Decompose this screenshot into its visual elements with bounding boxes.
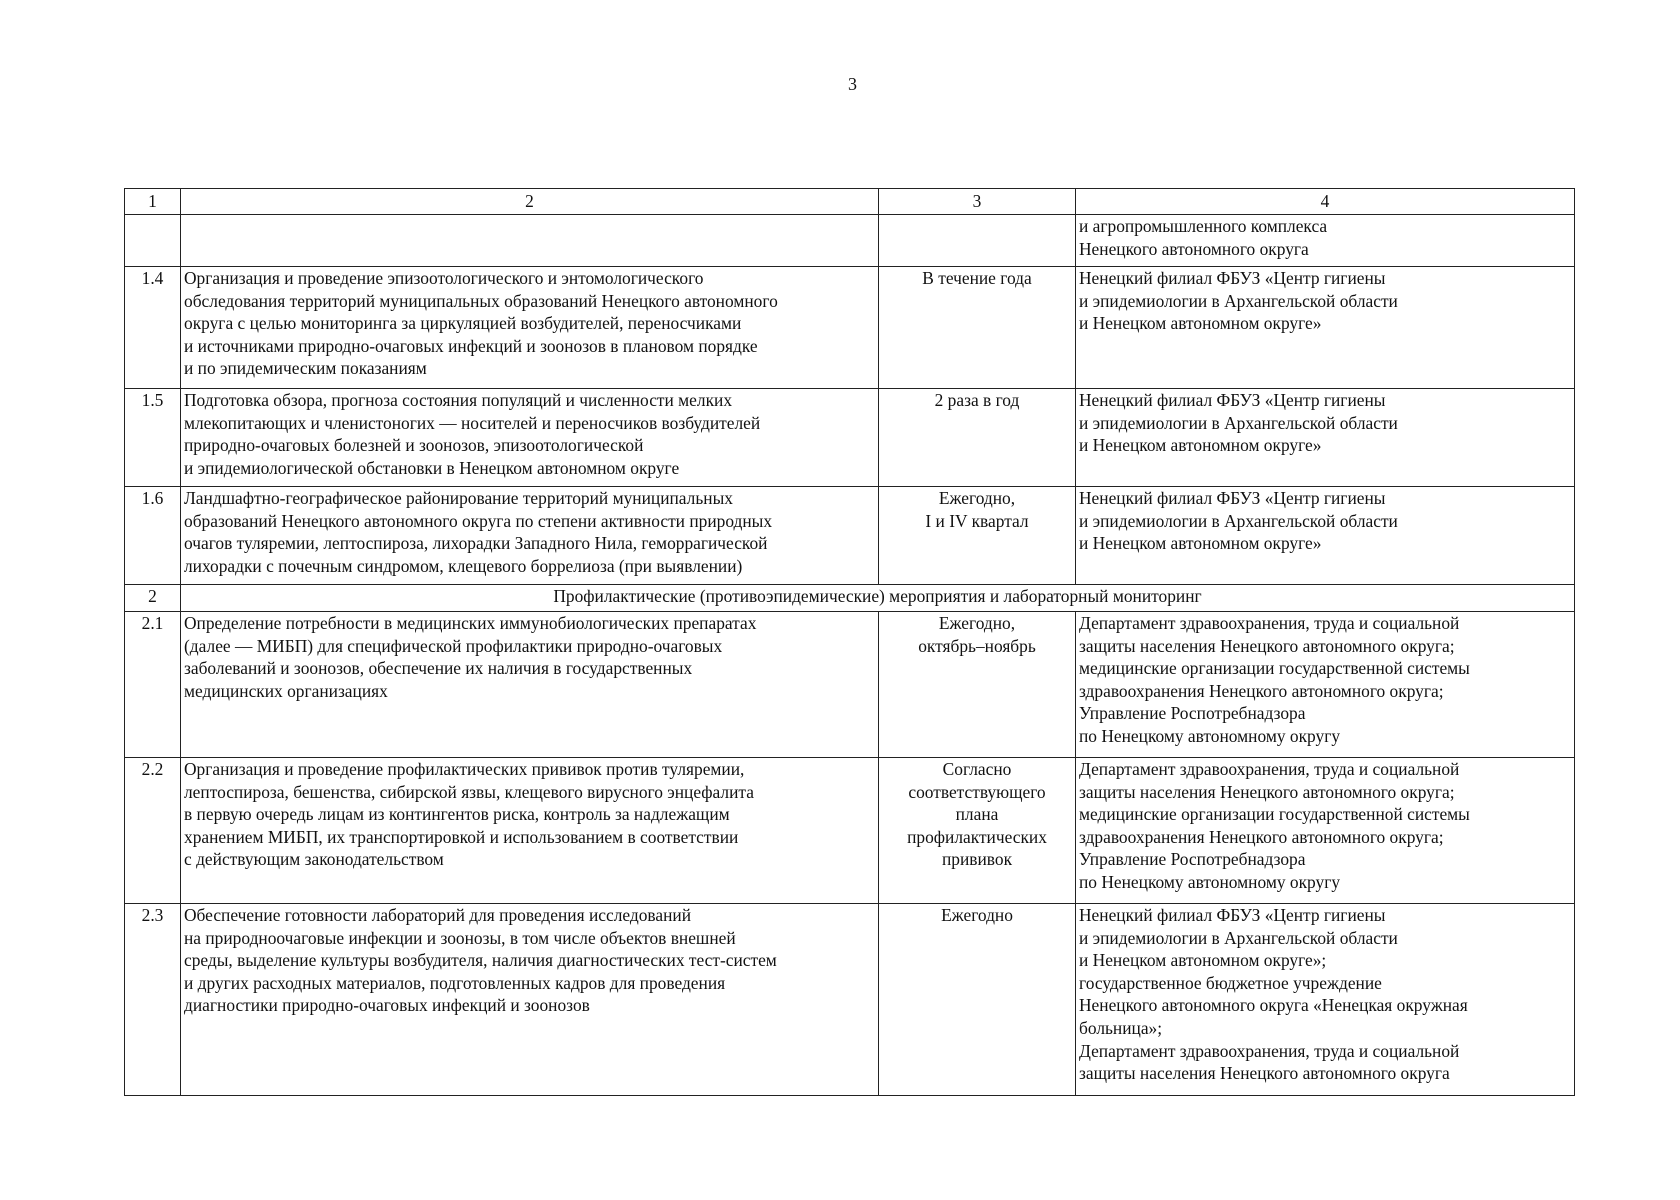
responsible-line: Ненецкий филиал ФБУЗ «Центр гигиены [1079,268,1386,288]
description-line: природно-очаговых болезней и зоонозов, эпизоотологической [184,435,644,456]
responsible-line: медицинские организации государственной системы [1079,804,1470,825]
term-cell [879,904,1076,1096]
description-line: и источниками природно-очаговых инфекций и зоонозов в плановом порядке [184,335,758,356]
description-line: диагностики природно-очаговых инфекций и зоонозов [184,995,590,1016]
term-line: Ежегодно, [938,613,1016,633]
responsible-line: здравоохранения Ненецкого автономного округа; [1079,680,1444,701]
responsible-line: защиты населения Ненецкого автономного округа [1079,1063,1450,1084]
measures-table [124,188,1575,1096]
column-number: 3 [879,189,1076,215]
description-line: Определение потребности в медицинских иммунобиологических препаратах [184,613,757,633]
description-line: образований Ненецкого автономного округа по степени активности природных [184,510,773,531]
description-line: среды, выделение культуры возбудителя, наличия диагностических тест-систем [184,950,777,971]
responsible-line: и Ненецком автономном округе» [1079,435,1322,456]
term-line: плана [955,804,999,825]
responsible-line: и эпидемиологии в Архангельской области [1079,290,1398,311]
responsible-line: защиты населения Ненецкого автономного округа; [1079,635,1455,656]
description-cell [181,215,879,267]
responsible-line: защиты населения Ненецкого автономного округа; [1079,781,1455,802]
table-row [125,487,1575,585]
description-line: Организация и проведение эпизоотологического и энтомологического [184,268,704,288]
responsible-cell [1076,487,1575,585]
description-cell [181,758,879,904]
responsible-cell [1076,612,1575,758]
description-cell [181,612,879,758]
row-number-cell [125,215,181,267]
description-line: лихорадки с почечным синдромом, клещевого боррелиоза (при выявлении) [184,555,743,576]
responsible-cell [1076,758,1575,904]
section-title: Профилактические (противоэпидемические) мероприятия и лабораторный мониторинг [181,585,1575,612]
responsible-line: и эпидемиологии в Архангельской области [1079,412,1398,433]
section-number: 2 [125,585,181,612]
term-line: I и IV квартал [925,510,1029,531]
responsible-line: и эпидемиологии в Архангельской области [1079,510,1398,531]
table-row [125,758,1575,904]
responsible-line: Управление Роспотребнадзора [1079,849,1306,870]
description-line: заболеваний и зоонозов, обеспечение их наличия в государственных [184,658,693,679]
description-line: в первую очередь лицам из контингентов риска, контроль за надлежащим [184,804,730,825]
term-line: 2 раза в год [934,390,1020,410]
table-row [125,612,1575,758]
term-line: октябрь–ноябрь [918,635,1036,656]
responsible-line: по Ненецкому автономному округу [1079,725,1341,746]
term-cell [879,267,1076,389]
responsible-line: государственное бюджетное учреждение [1079,972,1382,993]
responsible-line: медицинские организации государственной системы [1079,658,1470,679]
row-number-cell: 2.1 [125,612,181,758]
description-cell [181,389,879,487]
term-cell [879,389,1076,487]
term-line: соответствующего [908,781,1046,802]
description-line: очагов туляремии, лептоспироза, лихорадки Западного Нила, геморрагической [184,533,768,554]
description-line: лептоспироза, бешенства, сибирской язвы, клещевого вирусного энцефалита [184,781,754,802]
row-number-cell: 2.3 [125,904,181,1096]
description-line: хранением МИБП, их транспортировкой и использованием в соответствии [184,826,739,847]
section-header-row [125,585,1575,612]
description-line: Ландшафтно-географическое районирование территорий муниципальных [184,488,733,508]
responsible-line: больница»; [1079,1017,1163,1038]
description-cell [181,487,879,585]
description-line: млекопитающих и членистоногих — носителей и переносчиков возбудителей [184,412,761,433]
responsible-line: Департамент здравоохранения, труда и социальной [1079,613,1460,633]
description-line: Обеспечение готовности лабораторий для проведения исследований [184,905,692,925]
responsible-line: и Ненецком автономном округе» [1079,313,1322,334]
description-cell [181,904,879,1096]
responsible-cell [1076,389,1575,487]
responsible-line: Ненецкого автономного округа [1079,238,1309,259]
row-number-cell: 1.5 [125,389,181,487]
term-line: Ежегодно [941,905,1013,925]
responsible-line: Ненецкого автономного округа «Ненецкая окружная [1079,995,1468,1016]
responsible-line: и Ненецком автономном округе» [1079,533,1322,554]
table-row [125,389,1575,487]
table-row [125,904,1575,1096]
term-line: профилактических [907,826,1047,847]
responsible-line: здравоохранения Ненецкого автономного округа; [1079,826,1444,847]
description-line: округа с целью мониторинга за циркуляцией возбудителей, переносчиками [184,313,742,334]
term-line: прививок [941,849,1013,870]
responsible-cell [1076,904,1575,1096]
continuation-row [125,215,1575,267]
term-cell [879,612,1076,758]
term-line: Ежегодно, [938,488,1016,508]
row-number-cell: 1.6 [125,487,181,585]
page-number: 3 [848,74,857,94]
description-line: медицинских организациях [184,680,388,701]
responsible-line: Ненецкий филиал ФБУЗ «Центр гигиены [1079,488,1386,508]
responsible-line: Департамент здравоохранения, труда и социальной [1079,759,1460,779]
responsible-line: Ненецкий филиал ФБУЗ «Центр гигиены [1079,905,1386,925]
description-line: на природноочаговые инфекции и зоонозы, в том числе объектов внешней [184,927,736,948]
responsible-line: и эпидемиологии в Архангельской области [1079,927,1398,948]
description-line: и других расходных материалов, подготовленных кадров для проведения [184,972,726,993]
responsible-line: Управление Роспотребнадзора [1079,703,1306,724]
responsible-line: Ненецкий филиал ФБУЗ «Центр гигиены [1079,390,1386,410]
section-2-rows [125,612,1575,1096]
description-line: и по эпидемическим показаниям [184,358,427,379]
row-number-cell: 2.2 [125,758,181,904]
description-line: обследования территорий муниципальных образований Ненецкого автономного [184,290,778,311]
table-row [125,267,1575,389]
column-number: 4 [1076,189,1575,215]
description-line: (далее — МИБП) для специфической профилактики природно-очаговых [184,635,723,656]
description-line: и эпидемиологической обстановки в Ненецком автономном округе [184,457,680,478]
term-line: В течение года [922,268,1032,288]
description-line: Организация и проведение профилактических прививок против туляремии, [184,759,745,779]
responsible-cell [1076,267,1575,389]
column-number-row [125,189,1575,215]
responsible-line: по Ненецкому автономному округу [1079,871,1341,892]
description-cell [181,267,879,389]
column-number: 2 [181,189,879,215]
responsible-cell [1076,215,1575,267]
responsible-line: и Ненецком автономном округе»; [1079,950,1327,971]
description-line: с действующим законодательством [184,849,444,870]
responsible-line: и агропромышленного комплекса [1079,216,1328,236]
responsible-line: Департамент здравоохранения, труда и социальной [1079,1040,1460,1061]
row-number-cell: 1.4 [125,267,181,389]
column-number: 1 [125,189,181,215]
term-cell [879,215,1076,267]
term-cell [879,487,1076,585]
term-line: Согласно [942,759,1012,779]
section-1-rows [125,267,1575,585]
description-line: Подготовка обзора, прогноза состояния популяций и численности мелких [184,390,733,410]
term-cell [879,758,1076,904]
